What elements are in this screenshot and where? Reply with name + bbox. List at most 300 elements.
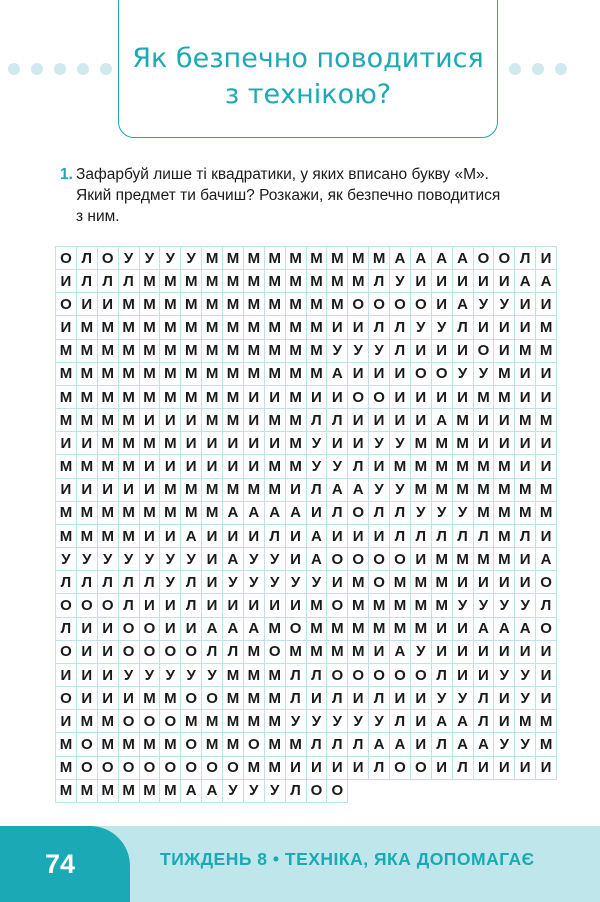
grid-cell[interactable]: М <box>77 780 98 803</box>
grid-cell[interactable]: У <box>515 733 536 756</box>
grid-cell[interactable]: М <box>369 618 390 641</box>
grid-cell[interactable]: М <box>223 479 244 502</box>
grid-cell[interactable]: М <box>119 293 140 316</box>
grid-cell[interactable]: У <box>307 571 328 594</box>
grid-cell[interactable]: И <box>348 409 369 432</box>
grid-cell[interactable]: А <box>536 270 557 293</box>
grid-cell[interactable]: У <box>202 664 223 687</box>
grid-cell[interactable]: И <box>327 525 348 548</box>
grid-cell[interactable]: И <box>327 757 348 780</box>
grid-cell[interactable]: И <box>390 409 411 432</box>
grid-cell[interactable]: О <box>369 293 390 316</box>
grid-cell[interactable]: И <box>536 293 557 316</box>
grid-cell[interactable]: М <box>140 502 161 525</box>
grid-cell[interactable]: М <box>515 502 536 525</box>
grid-cell[interactable]: О <box>411 293 432 316</box>
grid-cell[interactable]: У <box>181 548 202 571</box>
grid-cell[interactable]: А <box>474 618 495 641</box>
grid-cell[interactable]: У <box>244 780 265 803</box>
grid-cell[interactable]: И <box>494 571 515 594</box>
grid-cell[interactable]: М <box>202 409 223 432</box>
grid-cell[interactable]: Л <box>515 247 536 270</box>
grid-cell[interactable]: М <box>453 432 474 455</box>
grid-cell[interactable]: М <box>160 340 181 363</box>
grid-cell[interactable]: И <box>244 455 265 478</box>
grid-cell[interactable]: О <box>56 687 77 710</box>
grid-cell[interactable]: М <box>307 293 328 316</box>
grid-cell[interactable]: А <box>223 548 244 571</box>
grid-cell[interactable]: М <box>348 618 369 641</box>
grid-cell[interactable]: И <box>265 386 286 409</box>
grid-cell[interactable]: М <box>98 455 119 478</box>
grid-cell[interactable]: М <box>119 363 140 386</box>
grid-cell[interactable]: У <box>181 664 202 687</box>
grid-cell[interactable]: О <box>77 757 98 780</box>
grid-cell[interactable]: О <box>140 618 161 641</box>
grid-cell[interactable]: И <box>411 409 432 432</box>
grid-cell[interactable]: И <box>515 757 536 780</box>
grid-cell[interactable]: М <box>119 455 140 478</box>
grid-cell[interactable]: И <box>494 710 515 733</box>
grid-cell[interactable]: М <box>77 502 98 525</box>
grid-cell[interactable]: Л <box>474 687 495 710</box>
grid-cell[interactable]: У <box>369 710 390 733</box>
grid-cell[interactable]: М <box>119 340 140 363</box>
grid-cell[interactable]: Л <box>56 571 77 594</box>
grid-cell[interactable]: М <box>411 455 432 478</box>
grid-cell[interactable]: М <box>286 270 307 293</box>
grid-cell[interactable]: И <box>494 641 515 664</box>
grid-cell[interactable]: И <box>348 687 369 710</box>
grid-cell[interactable]: М <box>265 757 286 780</box>
grid-cell[interactable]: М <box>160 780 181 803</box>
grid-cell[interactable]: О <box>474 340 495 363</box>
grid-cell[interactable]: Л <box>515 525 536 548</box>
grid-cell[interactable]: У <box>286 710 307 733</box>
grid-cell[interactable]: О <box>119 618 140 641</box>
grid-cell[interactable]: И <box>160 525 181 548</box>
grid-cell[interactable]: Л <box>390 340 411 363</box>
grid-cell[interactable]: И <box>494 757 515 780</box>
grid-cell[interactable]: М <box>515 409 536 432</box>
grid-cell[interactable]: Л <box>432 664 453 687</box>
grid-cell[interactable]: Л <box>307 409 328 432</box>
grid-cell[interactable]: А <box>202 618 223 641</box>
grid-cell[interactable]: И <box>432 386 453 409</box>
grid-cell[interactable]: М <box>494 548 515 571</box>
grid-cell[interactable]: М <box>140 386 161 409</box>
grid-cell[interactable]: У <box>181 247 202 270</box>
grid-cell[interactable]: М <box>223 409 244 432</box>
grid-cell[interactable]: И <box>244 525 265 548</box>
grid-cell[interactable]: М <box>307 247 328 270</box>
grid-cell[interactable]: И <box>98 479 119 502</box>
grid-cell[interactable]: А <box>432 710 453 733</box>
grid-cell[interactable]: И <box>327 316 348 339</box>
grid-cell[interactable]: М <box>223 710 244 733</box>
grid-cell[interactable]: М <box>244 687 265 710</box>
grid-cell[interactable]: И <box>244 594 265 617</box>
grid-cell[interactable]: А <box>369 733 390 756</box>
grid-cell[interactable]: М <box>244 363 265 386</box>
grid-cell[interactable]: М <box>286 409 307 432</box>
grid-cell[interactable]: А <box>181 525 202 548</box>
grid-cell[interactable]: О <box>140 757 161 780</box>
grid-cell[interactable]: А <box>411 247 432 270</box>
grid-cell[interactable]: М <box>244 664 265 687</box>
grid-cell[interactable]: О <box>411 757 432 780</box>
grid-cell[interactable]: Л <box>474 525 495 548</box>
grid-cell[interactable]: О <box>369 386 390 409</box>
grid-cell[interactable]: М <box>98 409 119 432</box>
grid-cell[interactable]: М <box>119 502 140 525</box>
grid-cell[interactable]: А <box>432 247 453 270</box>
grid-cell[interactable]: И <box>119 479 140 502</box>
grid-cell[interactable]: М <box>244 710 265 733</box>
grid-cell[interactable]: И <box>411 733 432 756</box>
grid-cell[interactable]: Л <box>286 664 307 687</box>
grid-cell[interactable]: И <box>494 270 515 293</box>
grid-cell[interactable]: Л <box>369 687 390 710</box>
grid-cell[interactable]: А <box>265 502 286 525</box>
grid-cell[interactable]: М <box>265 733 286 756</box>
grid-cell[interactable]: М <box>244 641 265 664</box>
grid-cell[interactable]: М <box>474 502 495 525</box>
grid-cell[interactable]: М <box>286 247 307 270</box>
grid-cell[interactable]: А <box>390 247 411 270</box>
grid-cell[interactable]: М <box>181 386 202 409</box>
grid-cell[interactable]: Л <box>327 687 348 710</box>
grid-cell[interactable]: И <box>494 316 515 339</box>
grid-cell[interactable]: У <box>327 710 348 733</box>
grid-cell[interactable]: Л <box>223 641 244 664</box>
grid-cell[interactable]: М <box>98 432 119 455</box>
grid-cell[interactable]: И <box>453 386 474 409</box>
grid-cell[interactable]: М <box>140 780 161 803</box>
grid-cell[interactable]: М <box>98 710 119 733</box>
grid-cell[interactable]: М <box>77 363 98 386</box>
grid-cell[interactable]: И <box>223 432 244 455</box>
grid-cell[interactable]: М <box>453 548 474 571</box>
grid-cell[interactable]: М <box>160 386 181 409</box>
grid-cell[interactable]: О <box>119 757 140 780</box>
grid-cell[interactable]: И <box>307 502 328 525</box>
grid-cell[interactable]: М <box>56 409 77 432</box>
grid-cell[interactable]: И <box>286 548 307 571</box>
grid-cell[interactable]: А <box>327 479 348 502</box>
grid-cell[interactable]: И <box>56 664 77 687</box>
grid-cell[interactable]: М <box>56 780 77 803</box>
grid-cell[interactable]: М <box>56 733 77 756</box>
grid-cell[interactable]: И <box>474 664 495 687</box>
grid-cell[interactable]: М <box>119 316 140 339</box>
grid-cell[interactable]: Л <box>98 571 119 594</box>
grid-cell[interactable]: У <box>223 780 244 803</box>
grid-cell[interactable]: М <box>265 455 286 478</box>
grid-cell[interactable]: О <box>494 247 515 270</box>
grid-cell[interactable]: М <box>202 293 223 316</box>
grid-cell[interactable]: И <box>98 293 119 316</box>
grid-cell[interactable]: О <box>77 594 98 617</box>
grid-cell[interactable]: М <box>453 409 474 432</box>
grid-cell[interactable]: М <box>56 363 77 386</box>
grid-cell[interactable]: А <box>390 641 411 664</box>
grid-cell[interactable]: М <box>536 340 557 363</box>
grid-cell[interactable]: И <box>369 525 390 548</box>
grid-cell[interactable]: У <box>453 363 474 386</box>
grid-cell[interactable]: О <box>369 548 390 571</box>
grid-cell[interactable]: М <box>223 363 244 386</box>
grid-cell[interactable]: М <box>432 479 453 502</box>
grid-cell[interactable]: И <box>77 432 98 455</box>
grid-cell[interactable]: И <box>536 455 557 478</box>
grid-cell[interactable]: М <box>286 455 307 478</box>
grid-cell[interactable]: У <box>77 548 98 571</box>
grid-cell[interactable]: О <box>77 733 98 756</box>
grid-cell[interactable]: Л <box>390 316 411 339</box>
grid-cell[interactable]: М <box>223 733 244 756</box>
grid-cell[interactable]: Л <box>411 525 432 548</box>
grid-cell[interactable]: И <box>77 687 98 710</box>
grid-cell[interactable]: О <box>119 710 140 733</box>
grid-cell[interactable]: И <box>181 455 202 478</box>
grid-cell[interactable]: И <box>515 571 536 594</box>
grid-cell[interactable]: И <box>223 525 244 548</box>
grid-cell[interactable]: У <box>369 340 390 363</box>
grid-cell[interactable]: О <box>56 247 77 270</box>
grid-cell[interactable]: М <box>202 710 223 733</box>
grid-cell[interactable]: О <box>160 641 181 664</box>
grid-cell[interactable]: И <box>119 687 140 710</box>
grid-cell[interactable]: И <box>286 757 307 780</box>
grid-cell[interactable]: О <box>390 548 411 571</box>
grid-cell[interactable]: О <box>286 618 307 641</box>
grid-cell[interactable]: О <box>432 363 453 386</box>
grid-cell[interactable]: М <box>411 618 432 641</box>
grid-cell[interactable]: И <box>494 432 515 455</box>
grid-cell[interactable]: И <box>140 479 161 502</box>
grid-cell[interactable]: М <box>411 571 432 594</box>
grid-cell[interactable]: Л <box>286 780 307 803</box>
grid-cell[interactable]: И <box>181 432 202 455</box>
grid-cell[interactable]: Л <box>265 525 286 548</box>
grid-cell[interactable]: Л <box>327 409 348 432</box>
grid-cell[interactable]: И <box>98 664 119 687</box>
grid-cell[interactable]: И <box>286 525 307 548</box>
grid-cell[interactable]: М <box>160 293 181 316</box>
grid-cell[interactable]: И <box>181 618 202 641</box>
grid-cell[interactable]: У <box>453 502 474 525</box>
grid-cell[interactable]: И <box>140 455 161 478</box>
grid-cell[interactable]: И <box>390 386 411 409</box>
grid-cell[interactable]: У <box>453 687 474 710</box>
grid-cell[interactable]: М <box>536 409 557 432</box>
grid-cell[interactable]: М <box>286 733 307 756</box>
grid-cell[interactable]: О <box>202 757 223 780</box>
grid-cell[interactable]: М <box>327 641 348 664</box>
grid-cell[interactable]: М <box>98 340 119 363</box>
grid-cell[interactable]: М <box>494 479 515 502</box>
grid-cell[interactable]: Л <box>369 757 390 780</box>
grid-cell[interactable]: А <box>515 270 536 293</box>
grid-cell[interactable]: М <box>307 340 328 363</box>
grid-cell[interactable]: М <box>265 664 286 687</box>
grid-cell[interactable]: И <box>140 594 161 617</box>
grid-cell[interactable]: О <box>265 641 286 664</box>
grid-cell[interactable]: У <box>98 548 119 571</box>
grid-cell[interactable]: М <box>202 316 223 339</box>
grid-cell[interactable]: М <box>181 270 202 293</box>
grid-cell[interactable]: И <box>202 525 223 548</box>
grid-cell[interactable]: У <box>265 548 286 571</box>
grid-cell[interactable]: М <box>56 525 77 548</box>
grid-cell[interactable]: А <box>244 618 265 641</box>
grid-cell[interactable]: А <box>223 502 244 525</box>
grid-cell[interactable]: Л <box>348 455 369 478</box>
grid-cell[interactable]: А <box>348 479 369 502</box>
grid-cell[interactable]: М <box>223 316 244 339</box>
grid-cell[interactable]: И <box>453 270 474 293</box>
grid-cell[interactable]: У <box>369 432 390 455</box>
grid-cell[interactable]: У <box>411 502 432 525</box>
grid-cell[interactable]: М <box>140 733 161 756</box>
grid-cell[interactable]: М <box>390 571 411 594</box>
grid-cell[interactable]: М <box>432 432 453 455</box>
grid-cell[interactable]: М <box>474 548 495 571</box>
grid-cell[interactable]: М <box>202 340 223 363</box>
grid-cell[interactable]: Л <box>348 733 369 756</box>
grid-cell[interactable]: У <box>348 340 369 363</box>
grid-cell[interactable]: И <box>536 247 557 270</box>
grid-cell[interactable]: М <box>536 710 557 733</box>
grid-cell[interactable]: М <box>98 502 119 525</box>
grid-cell[interactable]: И <box>327 571 348 594</box>
grid-cell[interactable]: Л <box>119 270 140 293</box>
grid-cell[interactable]: Л <box>181 594 202 617</box>
grid-cell[interactable]: А <box>202 780 223 803</box>
grid-cell[interactable]: У <box>307 432 328 455</box>
grid-cell[interactable]: О <box>327 548 348 571</box>
grid-cell[interactable]: У <box>348 710 369 733</box>
grid-cell[interactable]: И <box>56 479 77 502</box>
grid-cell[interactable]: И <box>56 432 77 455</box>
grid-cell[interactable]: О <box>327 664 348 687</box>
grid-cell[interactable]: И <box>98 641 119 664</box>
grid-cell[interactable]: И <box>98 618 119 641</box>
grid-cell[interactable]: Л <box>307 733 328 756</box>
grid-cell[interactable]: И <box>494 687 515 710</box>
grid-cell[interactable]: Л <box>98 270 119 293</box>
grid-cell[interactable]: А <box>307 525 328 548</box>
grid-cell[interactable]: О <box>181 641 202 664</box>
grid-cell[interactable]: О <box>348 548 369 571</box>
grid-cell[interactable]: М <box>140 432 161 455</box>
grid-cell[interactable]: М <box>369 594 390 617</box>
grid-cell[interactable]: М <box>307 363 328 386</box>
grid-cell[interactable]: М <box>202 363 223 386</box>
grid-cell[interactable]: О <box>307 780 328 803</box>
grid-cell[interactable]: М <box>160 502 181 525</box>
grid-cell[interactable]: М <box>223 687 244 710</box>
grid-cell[interactable]: Л <box>77 571 98 594</box>
grid-cell[interactable]: И <box>160 594 181 617</box>
grid-cell[interactable]: М <box>223 293 244 316</box>
grid-cell[interactable]: И <box>348 363 369 386</box>
grid-cell[interactable]: М <box>140 687 161 710</box>
grid-cell[interactable]: Л <box>77 247 98 270</box>
grid-cell[interactable]: М <box>202 733 223 756</box>
grid-cell[interactable]: И <box>160 409 181 432</box>
grid-cell[interactable]: И <box>390 687 411 710</box>
grid-cell[interactable]: М <box>327 293 348 316</box>
grid-cell[interactable]: И <box>348 432 369 455</box>
grid-cell[interactable]: О <box>348 502 369 525</box>
grid-cell[interactable]: И <box>390 363 411 386</box>
grid-cell[interactable]: И <box>432 293 453 316</box>
grid-cell[interactable]: М <box>265 409 286 432</box>
grid-cell[interactable]: И <box>160 618 181 641</box>
grid-cell[interactable]: М <box>119 386 140 409</box>
grid-cell[interactable]: У <box>474 363 495 386</box>
grid-cell[interactable]: И <box>160 455 181 478</box>
grid-cell[interactable]: У <box>119 664 140 687</box>
grid-cell[interactable]: М <box>202 479 223 502</box>
grid-cell[interactable]: М <box>119 733 140 756</box>
grid-cell[interactable]: И <box>202 548 223 571</box>
grid-cell[interactable]: И <box>77 664 98 687</box>
grid-cell[interactable]: И <box>286 594 307 617</box>
grid-cell[interactable]: У <box>453 594 474 617</box>
grid-cell[interactable]: И <box>474 571 495 594</box>
grid-cell[interactable]: И <box>453 641 474 664</box>
grid-cell[interactable]: М <box>494 455 515 478</box>
grid-cell[interactable]: О <box>390 757 411 780</box>
grid-cell[interactable]: М <box>140 270 161 293</box>
grid-cell[interactable]: О <box>327 780 348 803</box>
grid-cell[interactable]: И <box>515 363 536 386</box>
grid-cell[interactable]: М <box>77 386 98 409</box>
grid-cell[interactable]: О <box>56 594 77 617</box>
grid-cell[interactable]: О <box>348 293 369 316</box>
grid-cell[interactable]: У <box>327 340 348 363</box>
grid-cell[interactable]: М <box>265 687 286 710</box>
grid-cell[interactable]: И <box>474 432 495 455</box>
grid-cell[interactable]: И <box>411 548 432 571</box>
grid-cell[interactable]: И <box>515 293 536 316</box>
grid-cell[interactable]: И <box>432 270 453 293</box>
grid-cell[interactable]: У <box>390 479 411 502</box>
grid-cell[interactable]: О <box>202 687 223 710</box>
grid-cell[interactable]: У <box>411 641 432 664</box>
grid-cell[interactable]: И <box>286 479 307 502</box>
grid-cell[interactable]: М <box>119 432 140 455</box>
grid-cell[interactable]: М <box>98 733 119 756</box>
grid-cell[interactable]: И <box>369 363 390 386</box>
grid-cell[interactable]: М <box>160 363 181 386</box>
grid-cell[interactable]: О <box>223 757 244 780</box>
grid-cell[interactable]: И <box>244 386 265 409</box>
grid-cell[interactable]: У <box>160 571 181 594</box>
grid-cell[interactable]: М <box>307 618 328 641</box>
grid-cell[interactable]: О <box>140 641 161 664</box>
grid-cell[interactable]: Л <box>453 757 474 780</box>
grid-cell[interactable]: М <box>390 618 411 641</box>
grid-cell[interactable]: И <box>536 664 557 687</box>
grid-cell[interactable]: И <box>494 340 515 363</box>
grid-cell[interactable]: М <box>327 270 348 293</box>
grid-cell[interactable]: У <box>140 247 161 270</box>
grid-cell[interactable]: М <box>202 270 223 293</box>
